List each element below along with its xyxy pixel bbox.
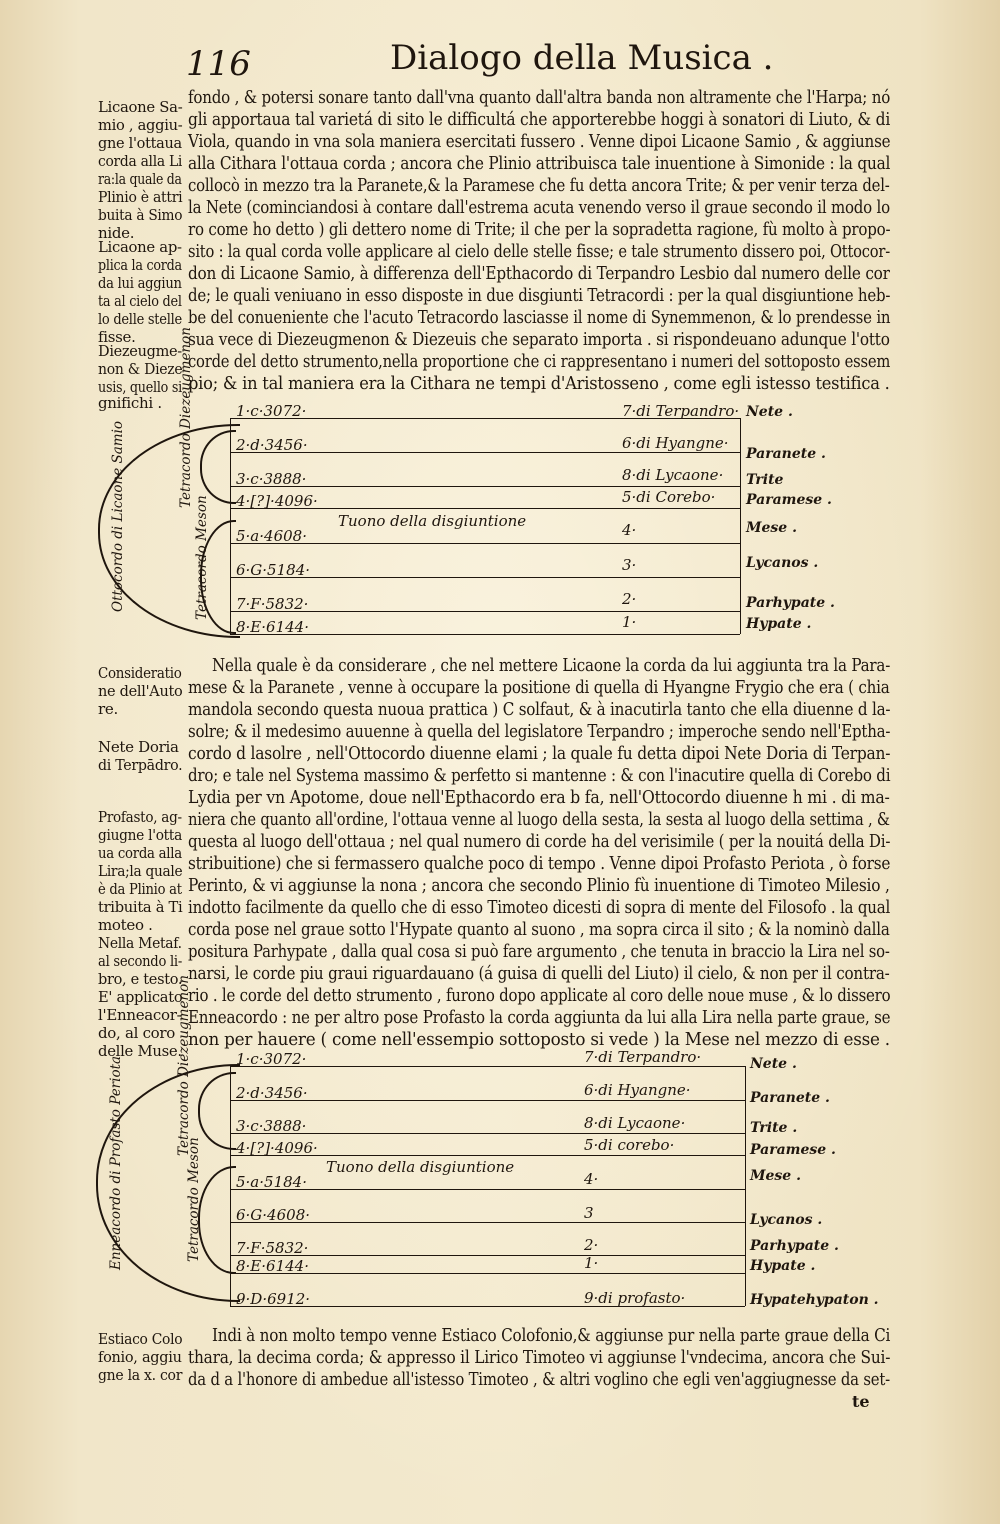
- marginal-line: gne la x. cor: [98, 1366, 183, 1384]
- marginal-line: ua corda alla: [98, 844, 182, 862]
- string-name: Mese .: [750, 1168, 801, 1184]
- marginal-line: Diezeugme-: [98, 342, 182, 360]
- right-bar: [740, 418, 741, 634]
- string-value: 1·c·3072·: [236, 402, 307, 420]
- marginal-line: fisse.: [98, 328, 136, 346]
- string-name: Hypatehypaton .: [750, 1292, 879, 1308]
- string-origin: 2·: [622, 590, 637, 608]
- string-name: Paranete .: [746, 446, 826, 462]
- bracket-label: Ottocordo di Licaone Samio: [110, 420, 126, 612]
- marginal-line: re.: [98, 700, 118, 718]
- marginal-line: buita à Simo: [98, 206, 183, 224]
- text-line: dro; e tale nel Systema massimo & perfetto si mantenne : & con l'inacutire quella di Corebo di: [188, 766, 891, 786]
- string-name: Parhypate .: [746, 595, 835, 611]
- marginal-line: di Terpādro.: [98, 756, 183, 774]
- string-origin: 7·di Terpandro·: [584, 1048, 702, 1066]
- string-origin: 1·: [622, 613, 637, 631]
- text-line: positura Parhypate , dalla qual cosa si può fare argumento , che tenuta in braccio la Lira nel so-: [188, 942, 890, 962]
- string-value: 2·d·3456·: [236, 1084, 308, 1102]
- text-line: sua vece di Diezeugmenon & Diezeuis che separato importa . si rispondeuano adunque l'otto: [188, 330, 890, 350]
- text-line: corde del detto strumento,nella proportione che ci rappresentano i numeri del sottoposto essem: [188, 352, 891, 372]
- bracket-label: Tetracordo Meson: [186, 1137, 202, 1262]
- marginal-line: ta al cielo del: [98, 292, 182, 310]
- marginal-line: nide.: [98, 224, 135, 242]
- string-value: 3·c·3888·: [236, 470, 307, 488]
- disjunction-label: Tuono della disgiuntione: [338, 512, 527, 530]
- text-line: gli apportaua tal varietá di sito le difficultá che apporterebbe hoggi à sonatori di Liuto, & di: [188, 110, 891, 130]
- marginal-line: Nella Metaf.: [98, 934, 182, 952]
- marginal-line: Lira;la quale: [98, 862, 183, 880]
- right-bar: [745, 1066, 746, 1306]
- string-value: 4·[?]·4096·: [236, 1139, 318, 1157]
- text-line: sito : la qual corda volle applicare al cielo delle stelle fisse; e tale strumento dissero poi, Ottocor-: [188, 242, 890, 262]
- marginal-line: ne dell'Auto: [98, 682, 183, 700]
- marginal-line: usis, quello si: [98, 378, 182, 396]
- string-value: 2·d·3456·: [236, 436, 308, 454]
- string-origin: 8·di Lycaone·: [584, 1114, 686, 1132]
- string-value: 7·F·5832·: [236, 595, 309, 613]
- string-name: Trite .: [750, 1120, 798, 1136]
- text-line: rio . le corde del detto strumento , furono dopo applicate al coro delle noue muse , & lo dissero: [188, 986, 891, 1006]
- text-line: de; le quali veniuano in esso disposte in due disgiunti Tetracordi : per la qual disgiuntione heb-: [188, 286, 891, 306]
- marginal-line: plica la corda: [98, 256, 182, 274]
- text-line: la Nete (cominciandosi à contare dall'estrema acuta venendo verso il graue secondo il modo lo: [188, 198, 890, 218]
- string-name: Nete .: [746, 404, 793, 420]
- string-value: 3·c·3888·: [236, 1117, 307, 1135]
- text-line: da d a l'honore di ambedue all'istesso Timoteo , & altri voglino che egli ven'aggiugnesse da set-: [188, 1370, 890, 1390]
- string-line: [230, 1189, 745, 1190]
- bracket-label: Tetracordo Diezeugmenon: [178, 327, 194, 508]
- string-value: 8·E·6144·: [236, 618, 309, 636]
- marginal-line: lo delle stelle: [98, 310, 182, 328]
- marginal-line: è da Plinio at: [98, 880, 182, 898]
- marginal-line: giugne l'otta: [98, 826, 183, 844]
- disjunction-label: Tuono della disgiuntione: [326, 1158, 515, 1176]
- string-origin: 4·: [622, 521, 637, 539]
- string-origin: 7·di Terpandro·: [622, 402, 740, 420]
- page-number: 116: [186, 44, 251, 84]
- string-origin: 3: [584, 1204, 594, 1222]
- text-line: collocò in mezzo tra la Paranete,& la Paramese che fu detta ancora Trite; & per venir terza del-: [188, 176, 890, 196]
- marginal-line: bro, e testo.: [98, 970, 183, 988]
- string-value: 1·c·3072·: [236, 1050, 307, 1068]
- marginal-line: corda alla Li: [98, 152, 183, 170]
- marginal-line: fonio, aggiu: [98, 1348, 182, 1366]
- marginal-line: Plinio è attri: [98, 188, 183, 206]
- text-line: Nella quale è da considerare , che nel mettere Licaone la corda da lui aggiunta tra la Para-: [212, 656, 891, 676]
- string-origin: 6·di Hyangne·: [584, 1081, 691, 1099]
- text-line: niera che quanto all'ordine, l'ottaua venne al luogo della sesta, la sesta al luogo della settima , &: [188, 810, 890, 830]
- marginal-line: mio , aggiu-: [98, 116, 183, 134]
- text-line: solre; & il medesimo auuenne à quella del legislatore Terpandro ; imperoche sendo nell'Eptha-: [188, 722, 891, 742]
- string-name: Hypate .: [746, 616, 812, 632]
- marginal-line: l'Enneacor-: [98, 1006, 182, 1024]
- string-value: 7·F·5832·: [236, 1239, 309, 1257]
- marginal-line: Estiaco Colo: [98, 1330, 183, 1348]
- string-line: [230, 1066, 745, 1067]
- string-origin: 4·: [584, 1170, 599, 1188]
- text-line: Lydia per vn Apotome, doue nell'Epthacordo era b fa, nell'Ottocordo diuenne h mi . di ma-: [188, 788, 890, 808]
- bracket-label: Tetracordo Meson: [194, 495, 210, 620]
- marginal-line: Licaone Sa-: [98, 98, 183, 116]
- string-name: Hypate .: [750, 1258, 816, 1274]
- text-line: narsi, le corde piu graui riguardauano (á guisa di quelli del Liuto) il cielo, & non per il contra-: [188, 964, 890, 984]
- text-line: non per hauere ( come nell'essempio sottoposto si vede ) la Mese nel mezzo di esse .: [188, 1030, 890, 1050]
- marginal-line: Profasto, ag-: [98, 808, 182, 826]
- string-name: Lycanos .: [750, 1212, 823, 1228]
- string-value: 4·[?]·4096·: [236, 492, 318, 510]
- string-name: Paramese .: [746, 492, 832, 508]
- string-value: 6·G·4608·: [236, 1206, 311, 1224]
- string-origin: 5·di Corebo·: [622, 488, 716, 506]
- string-value: 8·E·6144·: [236, 1257, 309, 1275]
- text-line: thara, la decima corda; & appresso il Lirico Timoteo vi aggiunse l'vndecima, ancora che Sui-: [188, 1348, 891, 1368]
- string-name: Paramese .: [750, 1142, 836, 1158]
- catchword: te: [852, 1392, 870, 1411]
- text-line: Indi à non molto tempo venne Estiaco Colofonio,& aggiunse pur nella parte graue della Ci: [212, 1326, 891, 1346]
- marginal-line: moteo .: [98, 916, 153, 934]
- text-line: be del conueniente che l'acuto Tetracordo lasciasse il nome di Synemmenon, & lo prendesse in: [188, 308, 891, 328]
- marginal-line: tribuita à Ti: [98, 898, 183, 916]
- marginal-line: ra:la quale da: [98, 170, 182, 188]
- string-name: Nete .: [750, 1056, 797, 1072]
- string-value: 5·a·4608·: [236, 527, 307, 545]
- text-line: ro come ho detto ) gli dettero nome di Trite; il che per la sopradetta ragione, fù molto à propo-: [188, 220, 891, 240]
- string-origin: 5·di corebo·: [584, 1136, 675, 1154]
- string-name: Paranete .: [750, 1090, 830, 1106]
- text-line: corda pose nel graue sotto l'Hypate quanto al suono , ma sopra circa il sito ; & la nominò dalla: [188, 920, 890, 940]
- string-origin: 2·: [584, 1236, 599, 1254]
- string-origin: 8·di Lycaone·: [622, 466, 724, 484]
- marginal-line: do, al coro: [98, 1024, 176, 1042]
- text-line: fondo , & potersi sonare tanto dall'vna quanto dall'altra banda non altramente che l'Harpa; nó: [188, 88, 891, 108]
- marginal-line: Nete Doria: [98, 738, 179, 756]
- marginal-line: gne l'ottaua: [98, 134, 182, 152]
- text-line: mandola secondo questa nuoua prattica ) C solfaut, & à inacutirla tanto che ella diuenne d la-: [188, 700, 891, 720]
- marginal-line: gnifichi .: [98, 394, 162, 412]
- text-line: Perinto, & vi aggiunse la nona ; ancora che secondo Plinio fù inuentione di Timoteo Milesio ,: [188, 876, 890, 896]
- marginal-line: da lui aggiun: [98, 274, 182, 292]
- string-origin: 9·di profasto·: [584, 1289, 686, 1307]
- string-name: Trite: [746, 472, 784, 488]
- marginal-line: Consideratio: [98, 664, 182, 682]
- marginal-line: E' applicato: [98, 988, 183, 1006]
- string-name: Mese .: [746, 520, 797, 536]
- string-line: [230, 1133, 745, 1134]
- bracket-label: Enneacordo di Profasto Periota: [108, 1055, 124, 1270]
- string-name: Lycanos .: [746, 555, 819, 571]
- text-line: indotto facilmente da quello che di esso Timoteo dicesti di sopra di mente del Filosofo . la qual: [188, 898, 891, 918]
- bracket-label: Tetracordo Diezeugmenon: [176, 975, 192, 1156]
- string-value: 9·D·6912·: [236, 1290, 311, 1308]
- text-line: mese & la Paranete , venne à occupare la positione di quella di Hyangne Frygio che era ( chia: [188, 678, 890, 698]
- text-line: Viola, quando in vna sola maniera esercitati fussero . Venne dipoi Licaone Samio , & aggiunse: [188, 132, 891, 152]
- running-head: Dialogo della Musica .: [390, 38, 774, 78]
- text-line: questa al luogo dell'ottaua ; nel qual numero di corde ha del verisimile ( per la nouitá della Di-: [188, 832, 891, 852]
- string-origin: 6·di Hyangne·: [622, 434, 729, 452]
- text-line: pio; & in tal maniera era la Cithara ne tempi d'Aristosseno , come egli istesso testifica .: [188, 374, 890, 394]
- marginal-line: Licaone ap-: [98, 238, 182, 256]
- marginal-line: non & Dieze: [98, 360, 183, 378]
- string-line: [230, 486, 740, 487]
- text-line: cordo d lasolre , nell'Ottocordo diuenne elami ; la quale fu detta dipoi Nete Doria di Terpan-: [188, 744, 891, 764]
- string-value: 5·a·5184·: [236, 1173, 307, 1191]
- marginal-line: delle Muse.: [98, 1042, 182, 1060]
- string-name: Parhypate .: [750, 1238, 839, 1254]
- text-line: stribuitione) che si fermassero qualche poco di tempo . Venne dipoi Profasto Periota , ò forse: [188, 854, 891, 874]
- text-line: alla Cithara l'ottaua corda ; ancora che Plinio attribuisca tale inuentione à Simonide : la qual: [188, 154, 891, 174]
- string-origin: 1·: [584, 1254, 599, 1272]
- string-origin: 3·: [622, 556, 637, 574]
- marginal-line: al secondo li-: [98, 952, 183, 970]
- string-value: 6·G·5184·: [236, 561, 311, 579]
- text-line: don di Licaone Samio, à differenza dell'Epthacordo di Terpandro Lesbio dal numero delle cor: [188, 264, 890, 284]
- text-line: Enneacordo : ne per altro pose Profasto la corda aggiunta da lui alla Lira nella parte graue, se: [188, 1008, 891, 1028]
